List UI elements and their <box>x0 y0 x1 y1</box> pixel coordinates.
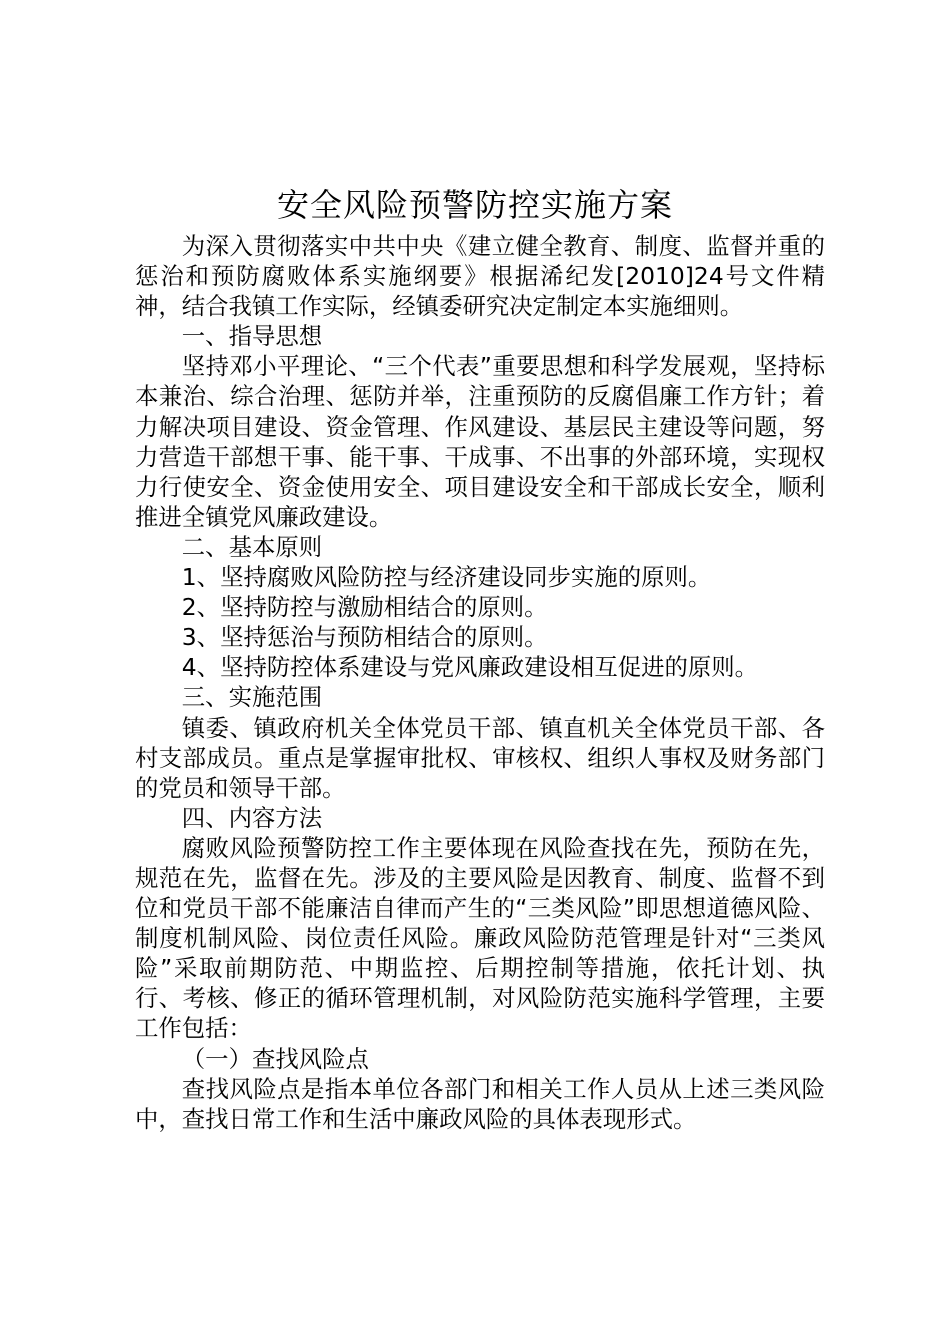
scope-paragraph: 镇委、镇政府机关全体党员干部、镇直机关全体党员干部、各村支部成员。重点是掌握审批权、审核权、组织人事权及财务部门的党员和领导干部。 <box>135 713 825 802</box>
content-methods-paragraph: 腐败风险预警防控工作主要体现在风险查找在先，预防在先，规范在先，监督在先。涉及的主要风险是因教育、制度、监督不到位和党员干部不能廉洁自律而产生的“三类风险”即思想道德风险、制度机制风险、岗位责任风险。廉政风险防范管理是针对“三类风险”采取前期防范、中期监控、后期控制等措施，依托计划、执行、考核、修正的循环管理机制，对风险防范实施科学管理，主要工作包括： <box>135 833 825 1043</box>
find-risk-points-paragraph: 查找风险点是指本单位各部门和相关工作人员从上述三类风险中，查找日常工作和生活中廉政风险的具体表现形式。 <box>135 1074 825 1133</box>
principle-item-3: 3、坚持惩治与预防相结合的原则。 <box>181 623 548 652</box>
section-heading-basic-principles: 二、基本原则 <box>181 532 323 561</box>
intro-paragraph: 为深入贯彻落实中共中央《建立健全教育、制度、监督并重的惩治和预防腐败体系实施纲要》根据浠纪发[2010]24号文件精神，结合我镇工作实际，经镇委研究决定制定本实施细则。 <box>135 232 825 321</box>
document-title: 安全风险预警防控实施方案 <box>276 186 673 224</box>
principle-item-1: 1、坚持腐败风险防控与经济建设同步实施的原则。 <box>181 563 712 592</box>
principle-item-4: 4、坚持防控体系建设与党风廉政建设相互促进的原则。 <box>181 653 759 682</box>
section-heading-guiding-ideology: 一、指导思想 <box>181 322 323 351</box>
document-body <box>135 231 825 1134</box>
guiding-ideology-paragraph: 坚持邓小平理论、“三个代表”重要思想和科学发展观，坚持标本兼治、综合治理、惩防并举，注重预防的反腐倡廉工作方针；着力解决项目建设、资金管理、作风建设、基层民主建设等问题，努力营造干部想干事、能干事、干成事、不出事的外部环境，实现权力行使安全、资金使用安全、项目建设安全和干部成长安全，顺利推进全镇党风廉政建设。 <box>135 352 825 531</box>
principle-item-2: 2、坚持防控与激励相结合的原则。 <box>181 593 548 622</box>
section-heading-scope: 三、实施范围 <box>181 683 323 712</box>
subsection-heading-find-risk-points: （一）查找风险点 <box>181 1044 369 1073</box>
section-heading-content-methods: 四、内容方法 <box>181 803 323 832</box>
